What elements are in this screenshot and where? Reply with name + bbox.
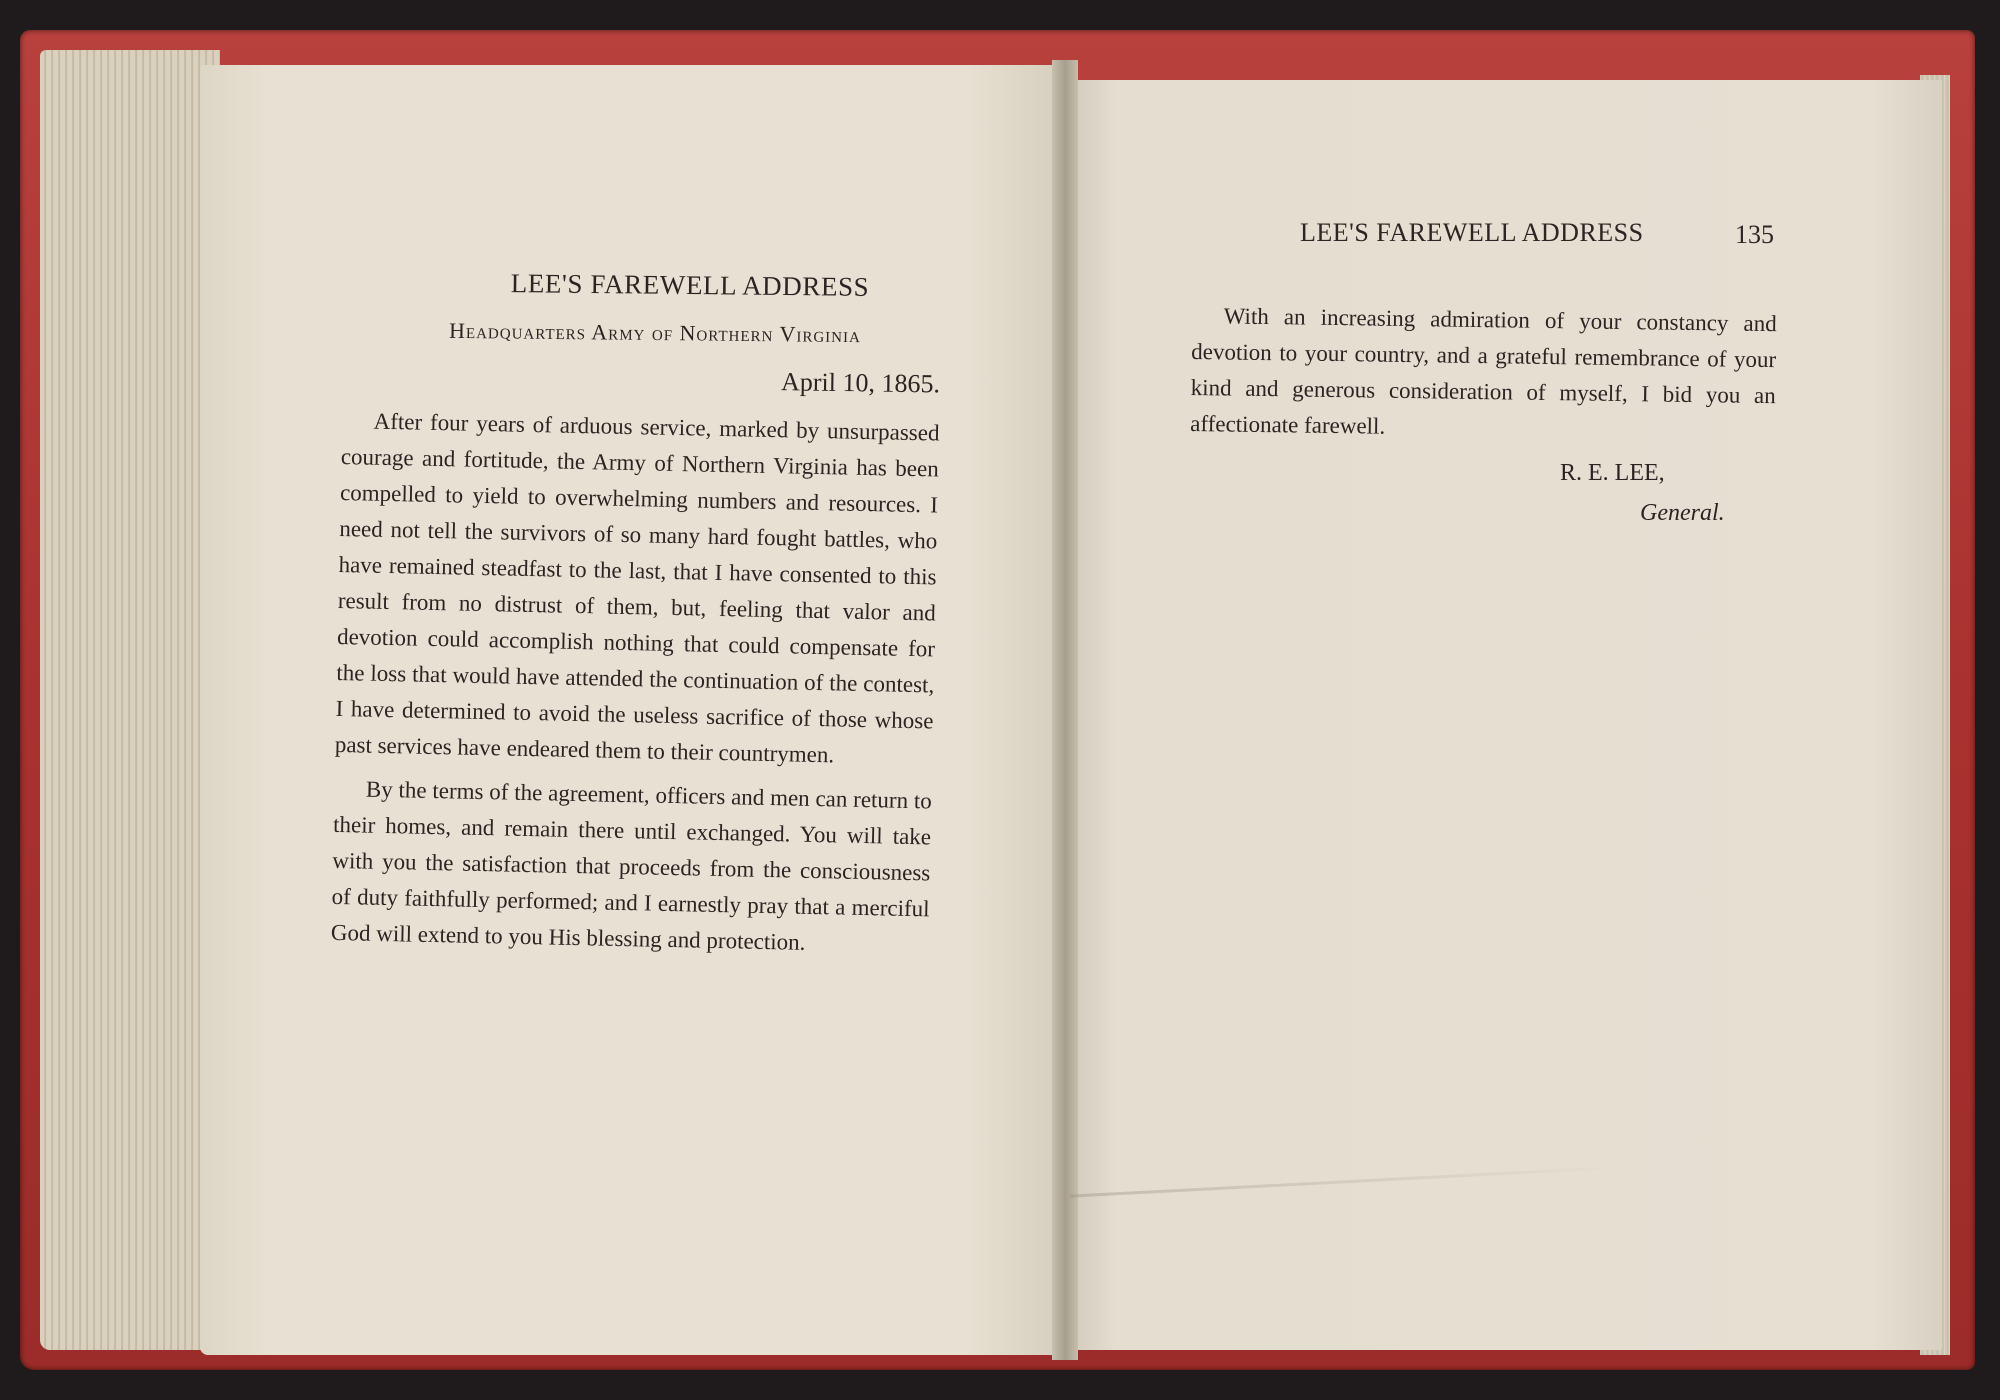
page-number: 135 xyxy=(1735,220,1774,249)
right-page xyxy=(1062,80,1942,1350)
page-subtitle: Headquarters Army of Northern Virginia xyxy=(448,317,862,348)
signature: R. E. LEE, xyxy=(1560,460,1665,486)
paragraph: By the terms of the agreement, officers and men can return to their homes, and remain there until exchanged. You will take with you the satisfaction that proceeds from the consciousness of duty faithfully performed; and I earnestly pray that a merciful God will extend to you His blessing and protection. xyxy=(330,776,933,955)
page-title: LEE'S FAREWELL ADDRESS xyxy=(510,268,870,302)
running-head: LEE'S FAREWELL ADDRESS xyxy=(1300,218,1644,247)
paragraph: After four years of arduous service, marked by unsurpassed courage and fortitude, the Army of Northern Virginia has been compelled to yield to overwhelming numbers and resources. I need not tell the survivors of so many hard fought battles, who have remained steadfast to the last, that I have consented to this result from no distrust of them, but, feeling that valor and devotion could accomplish nothing that could compensate for the loss that would have attended the continuation of the contest, I have determined to avoid the useless sacrifice of those whose past services have endeared them to their countrymen. xyxy=(334,408,940,768)
book-gutter xyxy=(1052,60,1078,1360)
letter-date: April 10, 1865. xyxy=(780,367,941,399)
left-body-text xyxy=(331,403,940,963)
right-body-text xyxy=(1190,298,1777,450)
signature-rank: General. xyxy=(1640,500,1725,526)
page-edges-left xyxy=(40,50,220,1350)
paragraph: With an increasing admiration of your constancy and devotion to your country, and a grateful remembrance of your kind and generous consideration of myself, I bid you an affectionate farewell. xyxy=(1190,303,1777,439)
